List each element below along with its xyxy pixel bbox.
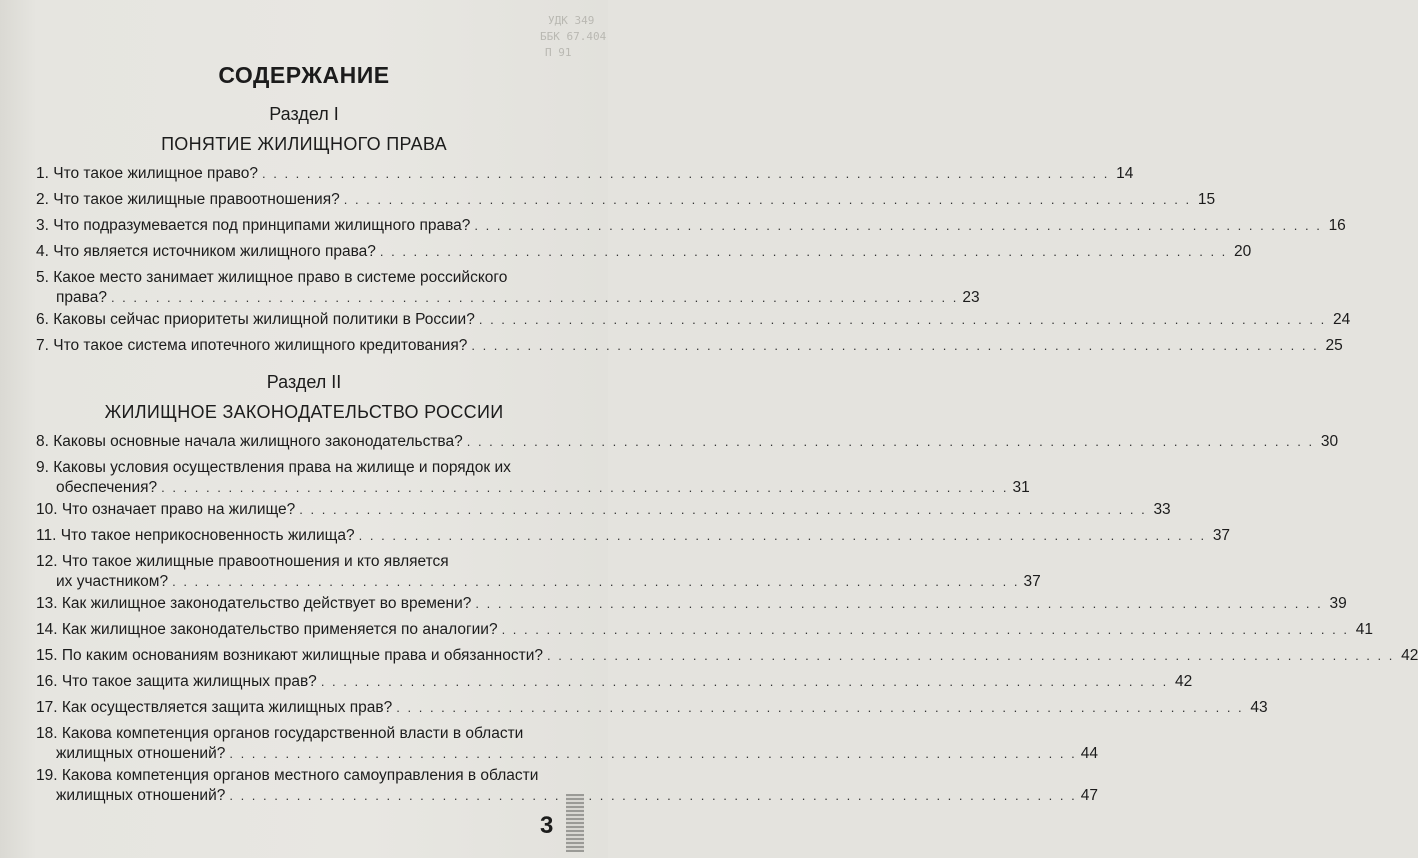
toc-entry-title-continued: жилищных отношений? [56,745,226,762]
toc-entry-title: 15. По каким основаниям возникают жилищные права и обязанности? [36,647,543,664]
toc-entry-title-continued: их участником? [56,573,169,590]
toc-entry [36,432,1339,458]
dot-leader [471,336,1318,356]
toc-entry [36,190,1216,216]
toc-entry-title: 11. Что такое неприкосновенность жилища? [36,527,355,544]
toc-entry [36,552,1041,594]
toc-entry-title: 5. Какое место занимает жилищное право в системе российского [36,269,508,286]
section-1-toc [36,164,1351,362]
toc-entry [36,268,980,310]
dot-leader [474,216,1321,236]
toc-entry-title: 9. Каковы условия осуществления права на жилище и порядок их [36,459,511,476]
toc-entry-title: 18. Какова компетенция органов государственной власти в области [36,725,524,742]
toc-entry-title: 6. Каковы сейчас приоритеты жилищной политики в России? [36,311,475,328]
toc-entry [36,620,1373,646]
toc-entry-continuation [36,744,1098,764]
toc-entry-continuation [36,572,1041,592]
toc-page-number: 14 [1116,165,1134,182]
dot-leader [475,594,1322,614]
toc-page-number: 41 [1355,621,1373,638]
toc-entry-title: 13. Как жилищное законодательство действует во времени? [36,595,472,612]
toc-entry-title-continued: обеспечения? [56,479,158,496]
dot-leader [502,620,1349,640]
bleed-through-text: УДК 349 [548,14,595,27]
toc-entry-title: 16. Что такое защита жилищных прав? [36,673,317,690]
toc-entry [36,458,1030,500]
toc-page-number: 23 [962,289,980,306]
section-1-title: ПОНЯТИЕ ЖИЛИЩНОГО ПРАВА [161,134,447,154]
toc-page-number: 30 [1320,433,1339,450]
dot-leader [111,290,958,305]
toc-page-number: 24 [1332,311,1351,328]
contents-heading: СОДЕРЖАНИЕ [218,62,390,88]
toc-page-number: 47 [1080,787,1098,804]
toc-entry-continuation [36,786,1098,806]
toc-entry-title: 8. Каковы основные начала жилищного законодательства? [36,433,463,450]
toc-entry-title-continued: жилищных отношений? [56,787,226,804]
bleed-through-text: П 91 [545,46,572,59]
toc-page-number: 43 [1250,699,1268,716]
toc-page-number: 20 [1234,243,1252,260]
section-1-label: Раздел I [269,104,339,124]
dot-leader [161,480,1008,495]
toc-entry-title: 2. Что такое жилищные правоотношения? [36,191,340,208]
toc-page-number: 37 [1212,527,1231,544]
section-2-title: ЖИЛИЩНОЕ ЗАКОНОДАТЕЛЬСТВО РОССИИ [104,402,504,422]
toc-entry-title: 12. Что такое жилищные правоотношения и кто является [36,553,449,570]
dot-leader [380,242,1227,262]
dot-leader [467,432,1314,452]
toc-entry [36,672,1193,698]
toc-entry-title: 19. Какова компетенция органов местного самоуправления в области [36,767,539,784]
toc-entry [36,336,1343,362]
toc-entry-continuation [36,288,980,308]
toc-entry-title: 1. Что такое жилищное право? [36,165,258,182]
toc-page-number: 33 [1153,501,1171,518]
dot-leader [229,788,1076,803]
toc-page-number: 42 [1174,673,1193,690]
toc-page-number: 31 [1012,479,1030,496]
toc-entry-title: 17. Как осуществляется защита жилищных прав? [36,699,393,716]
toc-entry [36,594,1347,620]
page-edge-stripes [566,794,584,852]
toc-entry-title: 4. Что является источником жилищного права? [36,243,376,260]
dot-leader [229,746,1076,761]
toc-entry [36,310,1351,336]
toc-entry-title: 3. Что подразумевается под принципами жилищного права? [36,217,471,234]
dot-leader [299,500,1146,520]
bleed-through-text: ББК 67.404 [540,30,607,43]
toc-entry-title-continued: права? [56,289,107,306]
toc-page-number: 16 [1328,217,1346,234]
section-2-label: Раздел II [266,372,342,392]
toc-entry [36,216,1346,242]
toc-entry-title: 10. Что означает право на жилище? [36,501,296,518]
toc-entry-title: 7. Что такое система ипотечного жилищного кредитования? [36,337,468,354]
dot-leader [547,646,1394,666]
page-number: 3 [540,812,554,839]
toc-page-number: 44 [1080,745,1098,762]
toc-entry [36,500,1171,526]
dot-leader [344,190,1191,210]
toc-page-number: 15 [1197,191,1216,208]
toc-page-number: 37 [1023,573,1041,590]
toc-entry [36,526,1231,552]
dot-leader [262,164,1109,184]
dot-leader [359,526,1206,546]
toc-entry-title: 14. Как жилищное законодательство применяется по аналогии? [36,621,498,638]
dot-leader [321,672,1168,692]
toc-entry-continuation [36,478,1030,498]
toc-page-number: 25 [1325,337,1343,354]
toc-entry [36,646,1418,672]
toc-entry [36,164,1134,190]
toc-entry [36,724,1098,766]
toc-entry [36,698,1268,724]
dot-leader [396,698,1243,718]
section-2-toc [36,432,1418,808]
toc-page-number: 39 [1329,595,1347,612]
toc-page-number: 42 [1401,647,1418,664]
toc-entry [36,766,1098,808]
toc-entry [36,242,1252,268]
dot-leader [172,574,1019,589]
dot-leader [479,310,1326,330]
